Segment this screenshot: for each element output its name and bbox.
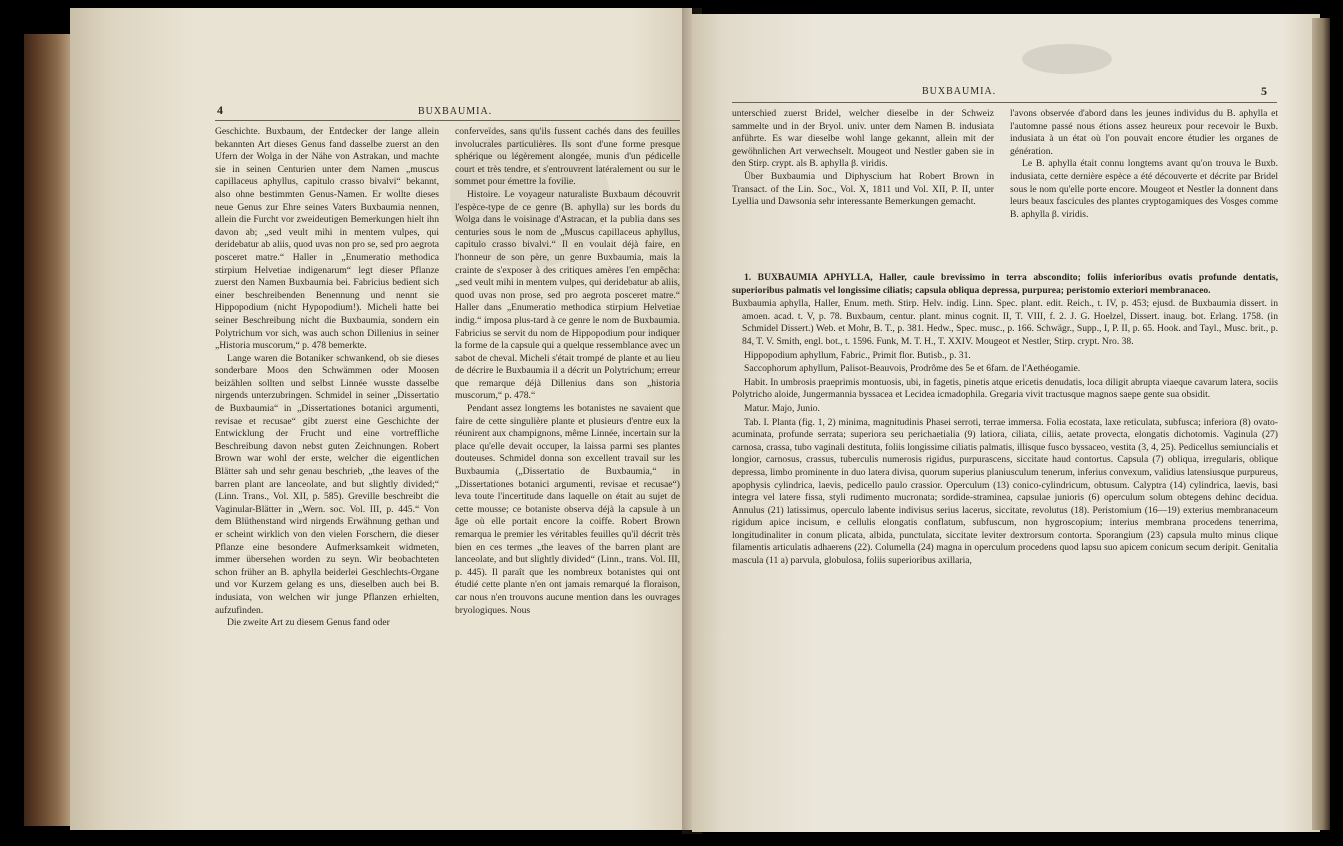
paragraph: unterschied zuerst Bridel, welcher dieselbe in der Schweiz sammelte und in der Bryol. univ. unter dem Namen B. indusiata anführte. Es war dieselbe wohl lange gekannt, allein mit der gewöhnlichen Art verwechselt. Mougeot und Nestler gaben sie in den Stirp. crypt. als B. aphylla β. viridis. (732, 108, 994, 170)
book-edge-right (1312, 18, 1330, 830)
paragraph: Le B. aphylla était connu longtems avant qu'on trouva le Buxb. indusiata, cette dernière espèce a été découverte et décrite par Bridel sous le nom qu'elle porte encore. Mougeot et Nestler la donnent dans leurs beaux fascicules des plantes cryptogamiques des Vosges comme B. aphylla β. viridis. (1010, 158, 1278, 220)
paragraph: Pendant assez longtems les botanistes ne savaient que faire de cette singulière plante et plusieurs d'entre eux la réunirent aux champignons, même Linnée, incertain sur la place qu'elle devait occuper, la laissa parmi ses plantes douteuses. Schmidel donna son excellent travail sur les Buxbaumia („Dissertatio de Buxbaumia,“ in „Dissertationes botanici argumenti, revisae et recusae“) leva toute l'incertitude dans laquelle on était au sujet de cette mousse; ce botaniste observa déjà la capsule à un âge où elle portait encore la coiffe. Robert Brown remarqua le premier les véritables feuilles qu'il décrit très bien en ces termes „the leaves of the barren plant are lanceolate, and but slightly divided“ (Linn., trans. Vol. III, p. 445). Il paraît que les nombreux botanistes qui ont étudié cette plante n'en ont jamais remarqué la floraison, car nous n'en trouvons aucune mention dans les ouvrages bryologiques. Nous (455, 403, 680, 616)
column-german (732, 108, 994, 209)
paragraph: Die zweite Art zu diesem Genus fand oder (227, 617, 390, 629)
species-heading: 1. BUXBAUMIA APHYLLA, Haller, caule brevissimo in terra abscondito; foliis inferioribus ovatis profunde dentatis, superioribus palmatis vel longissime ciliatis; capsula obliqua depressa, purpurea; peristomio exteriori membranaceo. (732, 272, 1278, 296)
paragraph: Lange waren die Botaniker schwankend, ob sie dieses sonderbare Moos den Schwämmen oder Moosen beizählen sollten und selbst Linnée wusste dasselbe nirgends unterzubringen. Schmidel in seiner „Dissertatio de Buxbaumia“ in „Dissertationes botanici argumenti, revisae et recusae“ gibt zuerst eine Geschichte der Entwicklung der Frucht und eine vortreffliche Beschreibung davon nebst guten Zeichnungen. Robert Brown war wohl der erste, welcher die eigentlichen Blätter sah und sehr genau beschrieb, „the leaves of the barren plant are lanceolate, and but slightly divided;“ (Linn. Trans., Vol. XII, p. 585). Greville beschreibt die Vaginular-Blätter in „Wern. soc. Vol. III, p. 445.“ Von dem Blüthenstand wird nirgends Erwähnung gethan und er scheint wirklich von den vielen Forschern, die dieser Pflanze eine besondere Aufmerksamkeit widmeten, immer übersehen worden zu seyn. Wir beobachteten schon früher an B. aphylla beiderlei Geschlechts-Organe und vor Kurzem gelang es uns, dieselben auch bei B. indusiata, von welchen wir junge Pflanzen erhielten, aufzufinden. (215, 352, 439, 616)
column-french (1010, 108, 1278, 221)
running-head: BUXBAUMIA. (418, 106, 493, 117)
synonym-entry: Saccophorum aphyllum, Palisot-Beauvois, Prodrôme des 5e et 6fam. de l'Aethéogamie. (744, 363, 1081, 375)
page-number: 4 (217, 103, 223, 117)
paragraph: Histoire. Le voyageur naturaliste Buxbaum découvrit l'espèce-type de ce genre (B. aphylla) sur les bords du Wolga dans le voisinage d'Astracan, et la publia dans ses centuries sous le nom de „Muscus capillaceus aphyllus, capitulo crasso bivalvi.“ Il en voulait déjà faire, en l'honneur de son père, un genre Buxbaumia, mais la crainte de s'exposer à des critiques amères l'en empêcha: „sed veult mihi in mentem vulpes, qui deridebatur ab aliis, quod uvas non prose, sed pro aegrota posceret matre.“ Haller dans „Enumeratio methodica stirpium Helvetiae indig.“ imposa plus-tard à ce genre le nom de Buxbaumia. Fabricius se servit du nom de Hippopodium pour indiquer la forme de la capsule qui a quelque ressemblance avec un sabot de cheval. Micheli s'était trompé de plante et au lieu de décrire le Buxbaumia il a décrit un Polytrichum; erreur que remarque déjà Dillenius dans son „historia muscorum,“ p. 478.“ (455, 188, 680, 402)
column-french (455, 126, 680, 617)
synonym-entry: Hippopodium aphyllum, Fabric., Primit flor. Butisb., p. 31. (744, 349, 971, 361)
description-paragraph: Tab. I. Planta (fig. 1, 2) minima, magnitudinis Phasei serroti, terrae immersa. Folia ecostata, laxe reticulata, subfusca; inferiora (8) ovato-acuminata, profunde serrata; superiora seu perichaetialia (9) latiora, ciliata, ciliis, aetate provecta, elongatis dichotomis. Vaginula (27) carnosa, crassa, tubo vaginali destituta, foliis longissime ciliatis palmatis, illisque fusco byssaceo, vestita (3, 4, 25). Pedicellus semiuncialis et longior, carnosus, crassus, tuberculis numerosis rigidus, purpurascens, siccitate haud contortus. Capsula (7) obliqua, irregularis, oblique depressa, limbo prominente in duo latera divisa, quorum superius planiusculum tenerum, inferius convexum, validius latensiusque purpureus, apophysis cylindrica, laevis, pedicello paulo crassior. Operculum (13) conico-cylindricum, obtusum. Calyptra (14) cylindrica, laevis, basi integra vel latere fissa, styli rudimento mucronata; sordide-straminea, capsulae junioris (6) operculum solum obtegens dehinc decidua. Annulus (21) latissimus, operculo labente indivisus serius lacerus, siccitate, revolutus (18). Peristomium (16—19) exterius membranaceum rigidum apice incisum, e cellulis elongatis conflatum, subfuscum, non hygroscopium; interius membrana procedens tenerrima, longitudinaliter in conum plicata, albida, punctulata, siccitate leviter dextrorsum contorta. Sporangium (23) capsula multo minus clique filamentis articulatis adhaerens (22). Columella (24) magna in operculum procedens quod lapsu suo apicem conicum secum deripit. Genitalia mascula (11 a) parvula, globulosa, foliis superioribus axillaria, (732, 416, 1278, 567)
species-section (732, 272, 1278, 569)
open-book (10, 8, 1336, 840)
page-number: 5 (1261, 84, 1267, 98)
left-page (70, 8, 692, 830)
habit-paragraph: Habit. In umbrosis praeprimis montuosis, ubi, in fagetis, pinetis atque ericetis denudatis, loca diligit abrupta viaeque cavarum latera, sociis Polytricho aloide, Jungermannia byssacea et Lecidea icmadophila. Gregaria vivit tractusque magnos saepe gente sua obsidit. (732, 376, 1278, 401)
column-german (215, 126, 439, 630)
maturity-paragraph: Matur. Majo, Junio. (744, 402, 820, 414)
right-page (692, 14, 1320, 832)
running-head: BUXBAUMIA. (922, 86, 997, 97)
paragraph: Geschichte. Buxbaum, der Entdecker der lange allein bekannten Art dieses Genus fand dasselbe zuerst an den Ufern der Wolga in der Nähe von Astrakan, und machte sie in seinen Centurien unter dem Namen „muscus capillaceus aphyllus, capitulo crasso bivalvi“ bekannt, also ohne bestimmten Genus-Namen. Er wollte dieses neue Genus zur Ehre seines Vaters Buxbaumia nennen, allein die Furcht vor zweideutigen Bemerkungen hielt ihn davon ab; „sed veult mihi in mentem vulpes, qui deridebatur ab aliis, quod uvas non pro se, sed pro aegrota posceret matre.“ Haller in „Enumeratio methodica stirpium Helvetiae indigenarum“ legt dieser Pflanze zuerst den Namen Buxbaumia bei. Fabricius bedient sich einer beschreibenden Benennung und nennt sie Hippopodium (nicht Hypopodium!). Micheli hatte bei seiner Beschreibung nicht die Buxbaumia, sondern ein Polytrichum vor sich, was auch schon Dillenius in seiner „Historia muscorum,“ p. 478 bemerkte. (215, 126, 439, 352)
paragraph: Über Buxbaumia und Diphyscium hat Robert Brown in Transact. of the Lin. Soc., Vol. X, 1811 und Vol. XII, P. II, unter Lyellia und Dawsonia sehr interessante Bemerkungen gemacht. (732, 170, 994, 208)
paragraph: conferveïdes, sans qu'ils fussent cachés dans des feuilles involucrales particulières. Ils sont d'une forme presque sphérique ou légèrement alongée, munis d'un pédicelle court et très tendre, et s'entrouvrent latéralement ou sur le sommet pour émettre la fovilie. (455, 126, 680, 188)
synonym-entry: Buxbaumia aphylla, Haller, Enum. meth. Stirp. Helv. indig. Linn. Spec. plant. edit. Reich., t. IV, p. 453; ejusd. de Buxbaumia dissert. in amoen. acad. t. V, p. 78. Buxbaum, centur. plant. minus cognit. II, T. VIII, f. 2. J. G. Hoelzel, Dissert. inaug. bot. Erlang. 1758. (in Schmidel Dissert.) Web. et Mohr, B. T., p. 381. Hedw., Spec. musc., p. 166. Schwägr., Supp., I, P. II, p. 65. Hook. and Tayl., Musc. brit., p. 84, T. V. Smith, engl. bot., t. 1596. Funk, M. T. H., T. XXIV. Mougeot et Nestler, Stirp. crypt. Nro. 38. (732, 298, 1278, 347)
paragraph: l'avons observée d'abord dans les jeunes individus du B. aphylla et l'automne passé nous étions assez heureux pour recevoir le Buxb. indusiata à un état où l'on pouvait encore étudier les organes de génération. (1010, 108, 1278, 157)
